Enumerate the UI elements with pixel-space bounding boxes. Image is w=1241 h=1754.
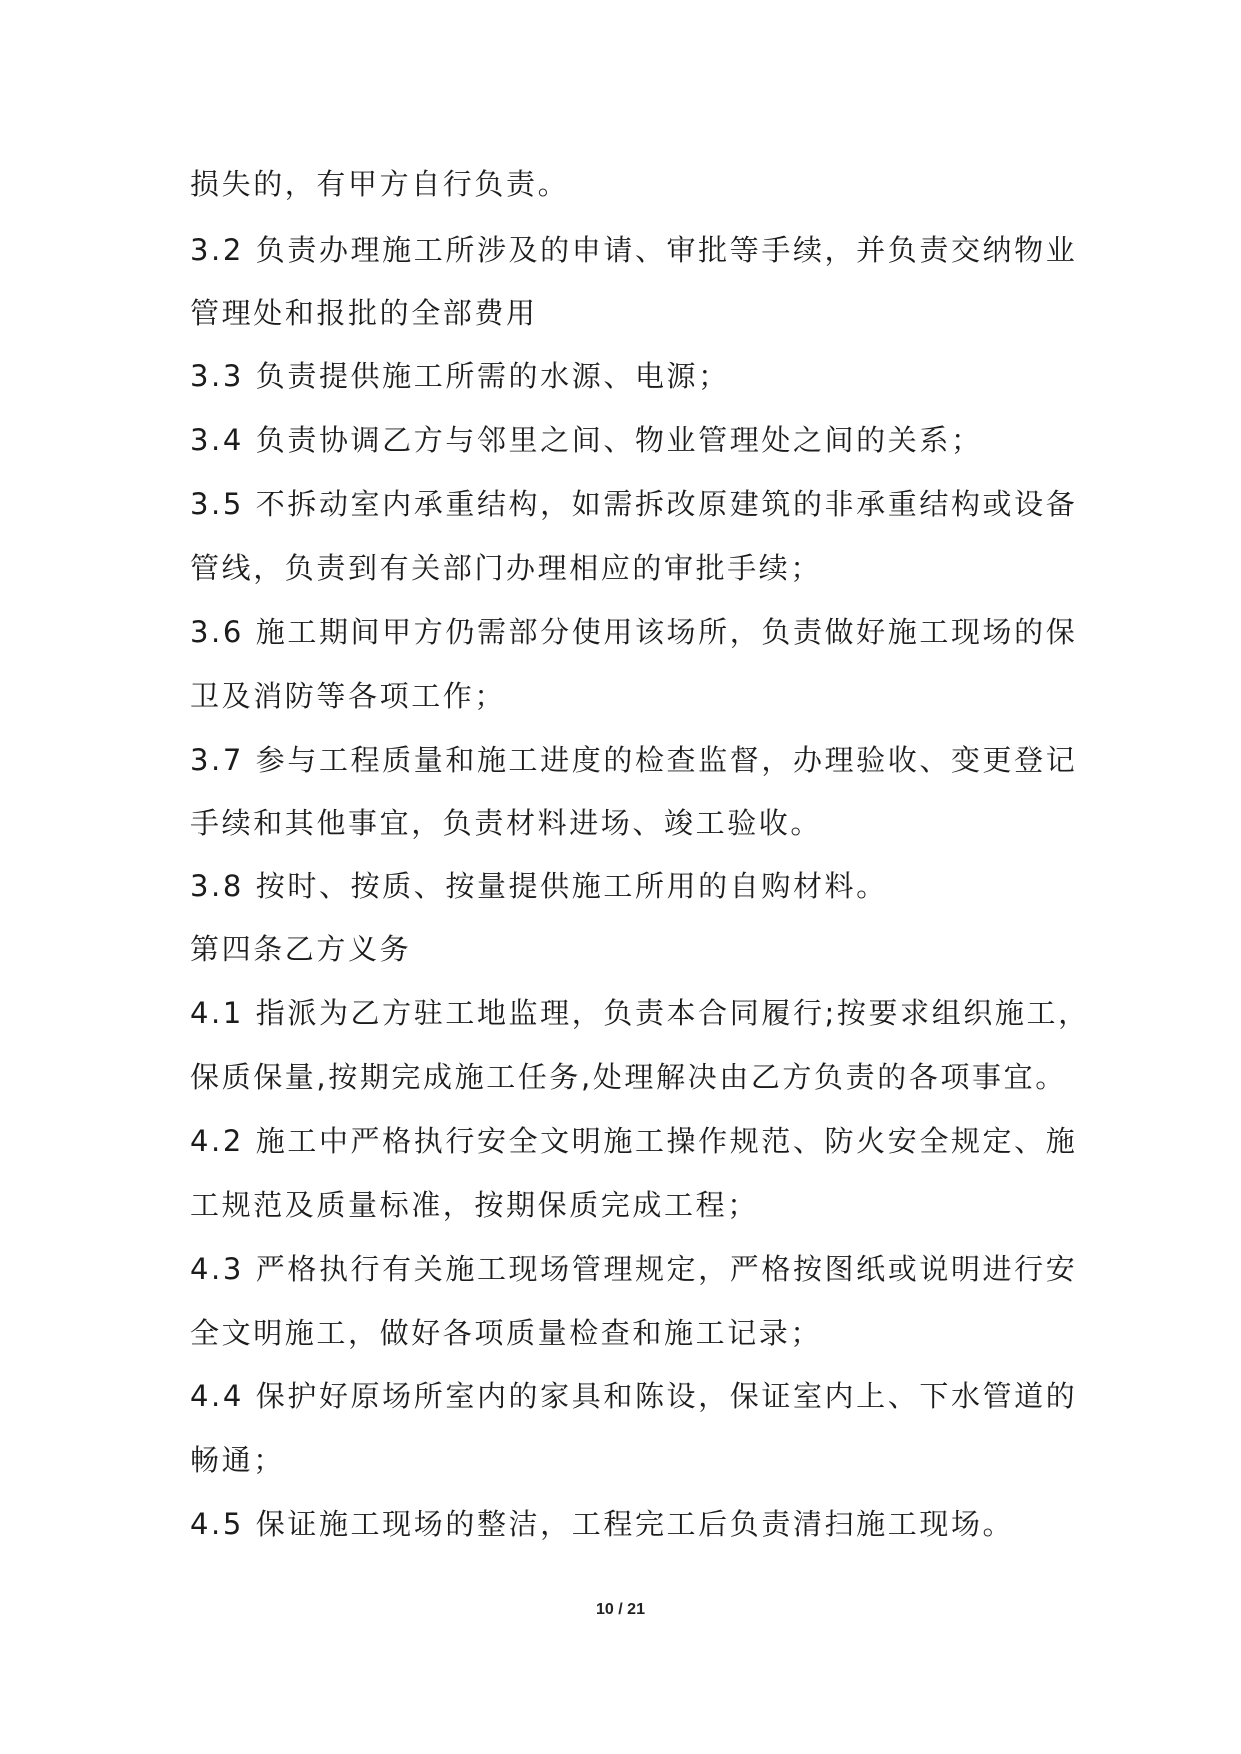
body-text-line: 全文明施工，做好各项质量检查和施工记录； bbox=[190, 1316, 823, 1350]
body-text-line: 管线，负责到有关部门办理相应的审批手续； bbox=[190, 551, 823, 585]
body-text-line: 工规范及质量标准，按期保质完成工程； bbox=[190, 1188, 759, 1222]
body-text-line: 3.3 负责提供施工所需的水源、电源； bbox=[190, 359, 730, 393]
body-text-line: 3.6 施工期间甲方仍需部分使用该场所，负责做好施工现场的保 bbox=[190, 615, 1078, 649]
body-text-line: 3.4 负责协调乙方与邻里之间、物业管理处之间的关系； bbox=[190, 423, 983, 457]
section-heading: 第四条乙方义务 bbox=[190, 932, 412, 966]
body-text-line: 4.4 保护好原场所室内的家具和陈设，保证室内上、下水管道的 bbox=[190, 1379, 1078, 1413]
body-text-line: 保质保量,按期完成施工任务,处理解决由乙方负责的各项事宜。 bbox=[190, 1060, 1067, 1094]
body-text-line: 3.5 不拆动室内承重结构，如需拆改原建筑的非承重结构或设备 bbox=[190, 487, 1078, 521]
body-text-line: 4.3 严格执行有关施工现场管理规定，严格按图纸或说明进行安 bbox=[190, 1252, 1078, 1286]
body-text-line: 管理处和报批的全部费用 bbox=[190, 296, 538, 330]
body-text-line: 3.2 负责办理施工所涉及的申请、审批等手续，并负责交纳物业 bbox=[190, 233, 1078, 267]
body-text-line: 4.5 保证施工现场的整洁，工程完工后负责清扫施工现场。 bbox=[190, 1507, 1015, 1541]
body-text-line: 畅通； bbox=[190, 1443, 285, 1477]
body-text-line: 4.1 指派为乙方驻工地监理，负责本合同履行;按要求组织施工， bbox=[190, 996, 1090, 1030]
body-text-line: 3.7 参与工程质量和施工进度的检查监督，办理验收、变更登记 bbox=[190, 743, 1078, 777]
body-text-line: 4.2 施工中严格执行安全文明施工操作规范、防火安全规定、施 bbox=[190, 1124, 1078, 1158]
page-number: 10 / 21 bbox=[596, 1601, 645, 1618]
body-text-line: 损失的，有甲方自行负责。 bbox=[190, 167, 570, 201]
body-text-line: 3.8 按时、按质、按量提供施工所用的自购材料。 bbox=[190, 869, 888, 903]
body-text-line: 卫及消防等各项工作； bbox=[190, 679, 507, 713]
body-text-line: 手续和其他事宜，负责材料进场、竣工验收。 bbox=[190, 806, 823, 840]
